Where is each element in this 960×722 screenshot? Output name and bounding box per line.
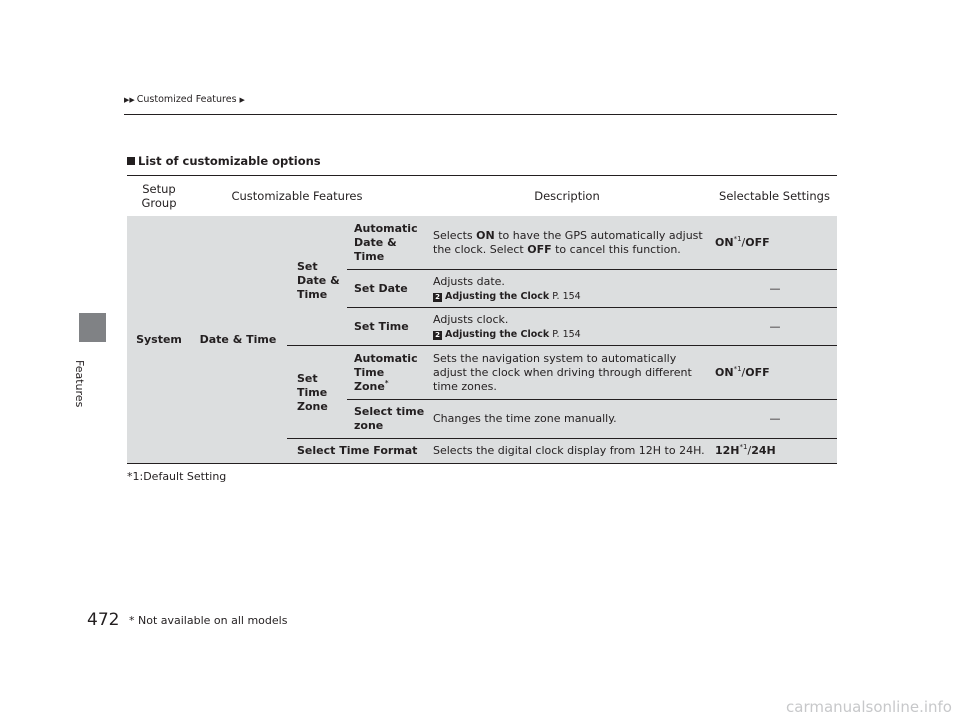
group-cell: System: [136, 332, 182, 346]
row-setting: ON$^{*1}$/OFF: [715, 365, 770, 379]
header-customizable-features: Customizable Features: [231, 189, 363, 203]
row-setting: —: [769, 282, 781, 295]
breadcrumb: [124, 94, 247, 105]
page-number: 472: [87, 610, 120, 630]
table-bottom-rule: [127, 463, 837, 464]
square-bullet-icon: [127, 157, 135, 165]
row-description: Sets the navigation system to automatically adjust the clock when driving through different time zones.: [433, 352, 692, 393]
row-name: Select time zone: [354, 405, 425, 432]
reference-arrow-icon: 2: [433, 293, 442, 302]
row-description: Adjusts clock. 2 Adjusting the Clock P. 154: [433, 313, 581, 340]
row-name: Set Date: [354, 282, 408, 295]
row-setting: —: [769, 412, 781, 425]
footnote: *1:Default Setting: [127, 470, 227, 483]
table-header: [127, 175, 837, 217]
reference-arrow-icon: 2: [433, 331, 442, 340]
header-rule: [124, 114, 837, 115]
feature-cell: Date & Time: [199, 332, 277, 346]
row-name: Set Time: [354, 320, 409, 333]
sidebar-label: Features: [73, 360, 86, 408]
subgroup-set-date-time: Set Date & Time: [297, 260, 340, 301]
cross-reference-link[interactable]: 2 Adjusting the Clock P. 154: [433, 291, 581, 302]
breadcrumb-current[interactable]: Customized Features: [136, 94, 237, 105]
row-setting: $12H^{*1}/24H$: [715, 443, 776, 457]
breadcrumb-arrow-icon: ▶▶: [124, 96, 135, 104]
header-setup-group: Setup Group: [141, 182, 177, 210]
section-title: List of customizable options: [127, 154, 321, 168]
header-selectable-settings: Selectable Settings: [719, 189, 830, 203]
row-name: Select Time Format: [297, 444, 418, 457]
model-availability-note: * Not available on all models: [129, 614, 288, 627]
cross-reference-link[interactable]: 2 Adjusting the Clock P. 154: [433, 329, 581, 340]
row-name: Automatic Date & Time: [354, 222, 418, 263]
subgroup-set-time-zone: Set Time Zone: [297, 371, 328, 413]
row-name: Automatic Time Zone*: [354, 352, 418, 393]
row-setting: —: [769, 320, 781, 333]
header-description: Description: [534, 189, 600, 203]
row-description: Selects ON to have the GPS automatically adjust the clock. Select OFF to cancel this function.: [433, 229, 703, 256]
row-description: Changes the time zone manually.: [433, 412, 617, 425]
row-setting: ON$^{*1}$/OFF: [715, 235, 770, 249]
breadcrumb-arrow-icon: ▶: [239, 96, 245, 104]
row-description: Selects the digital clock display from 12H to 24H.: [433, 444, 705, 457]
watermark: carmanualsonline.info: [786, 698, 952, 716]
section-tab-marker: [79, 313, 106, 342]
row-description: Adjusts date. 2 Adjusting the Clock P. 154: [433, 275, 581, 302]
